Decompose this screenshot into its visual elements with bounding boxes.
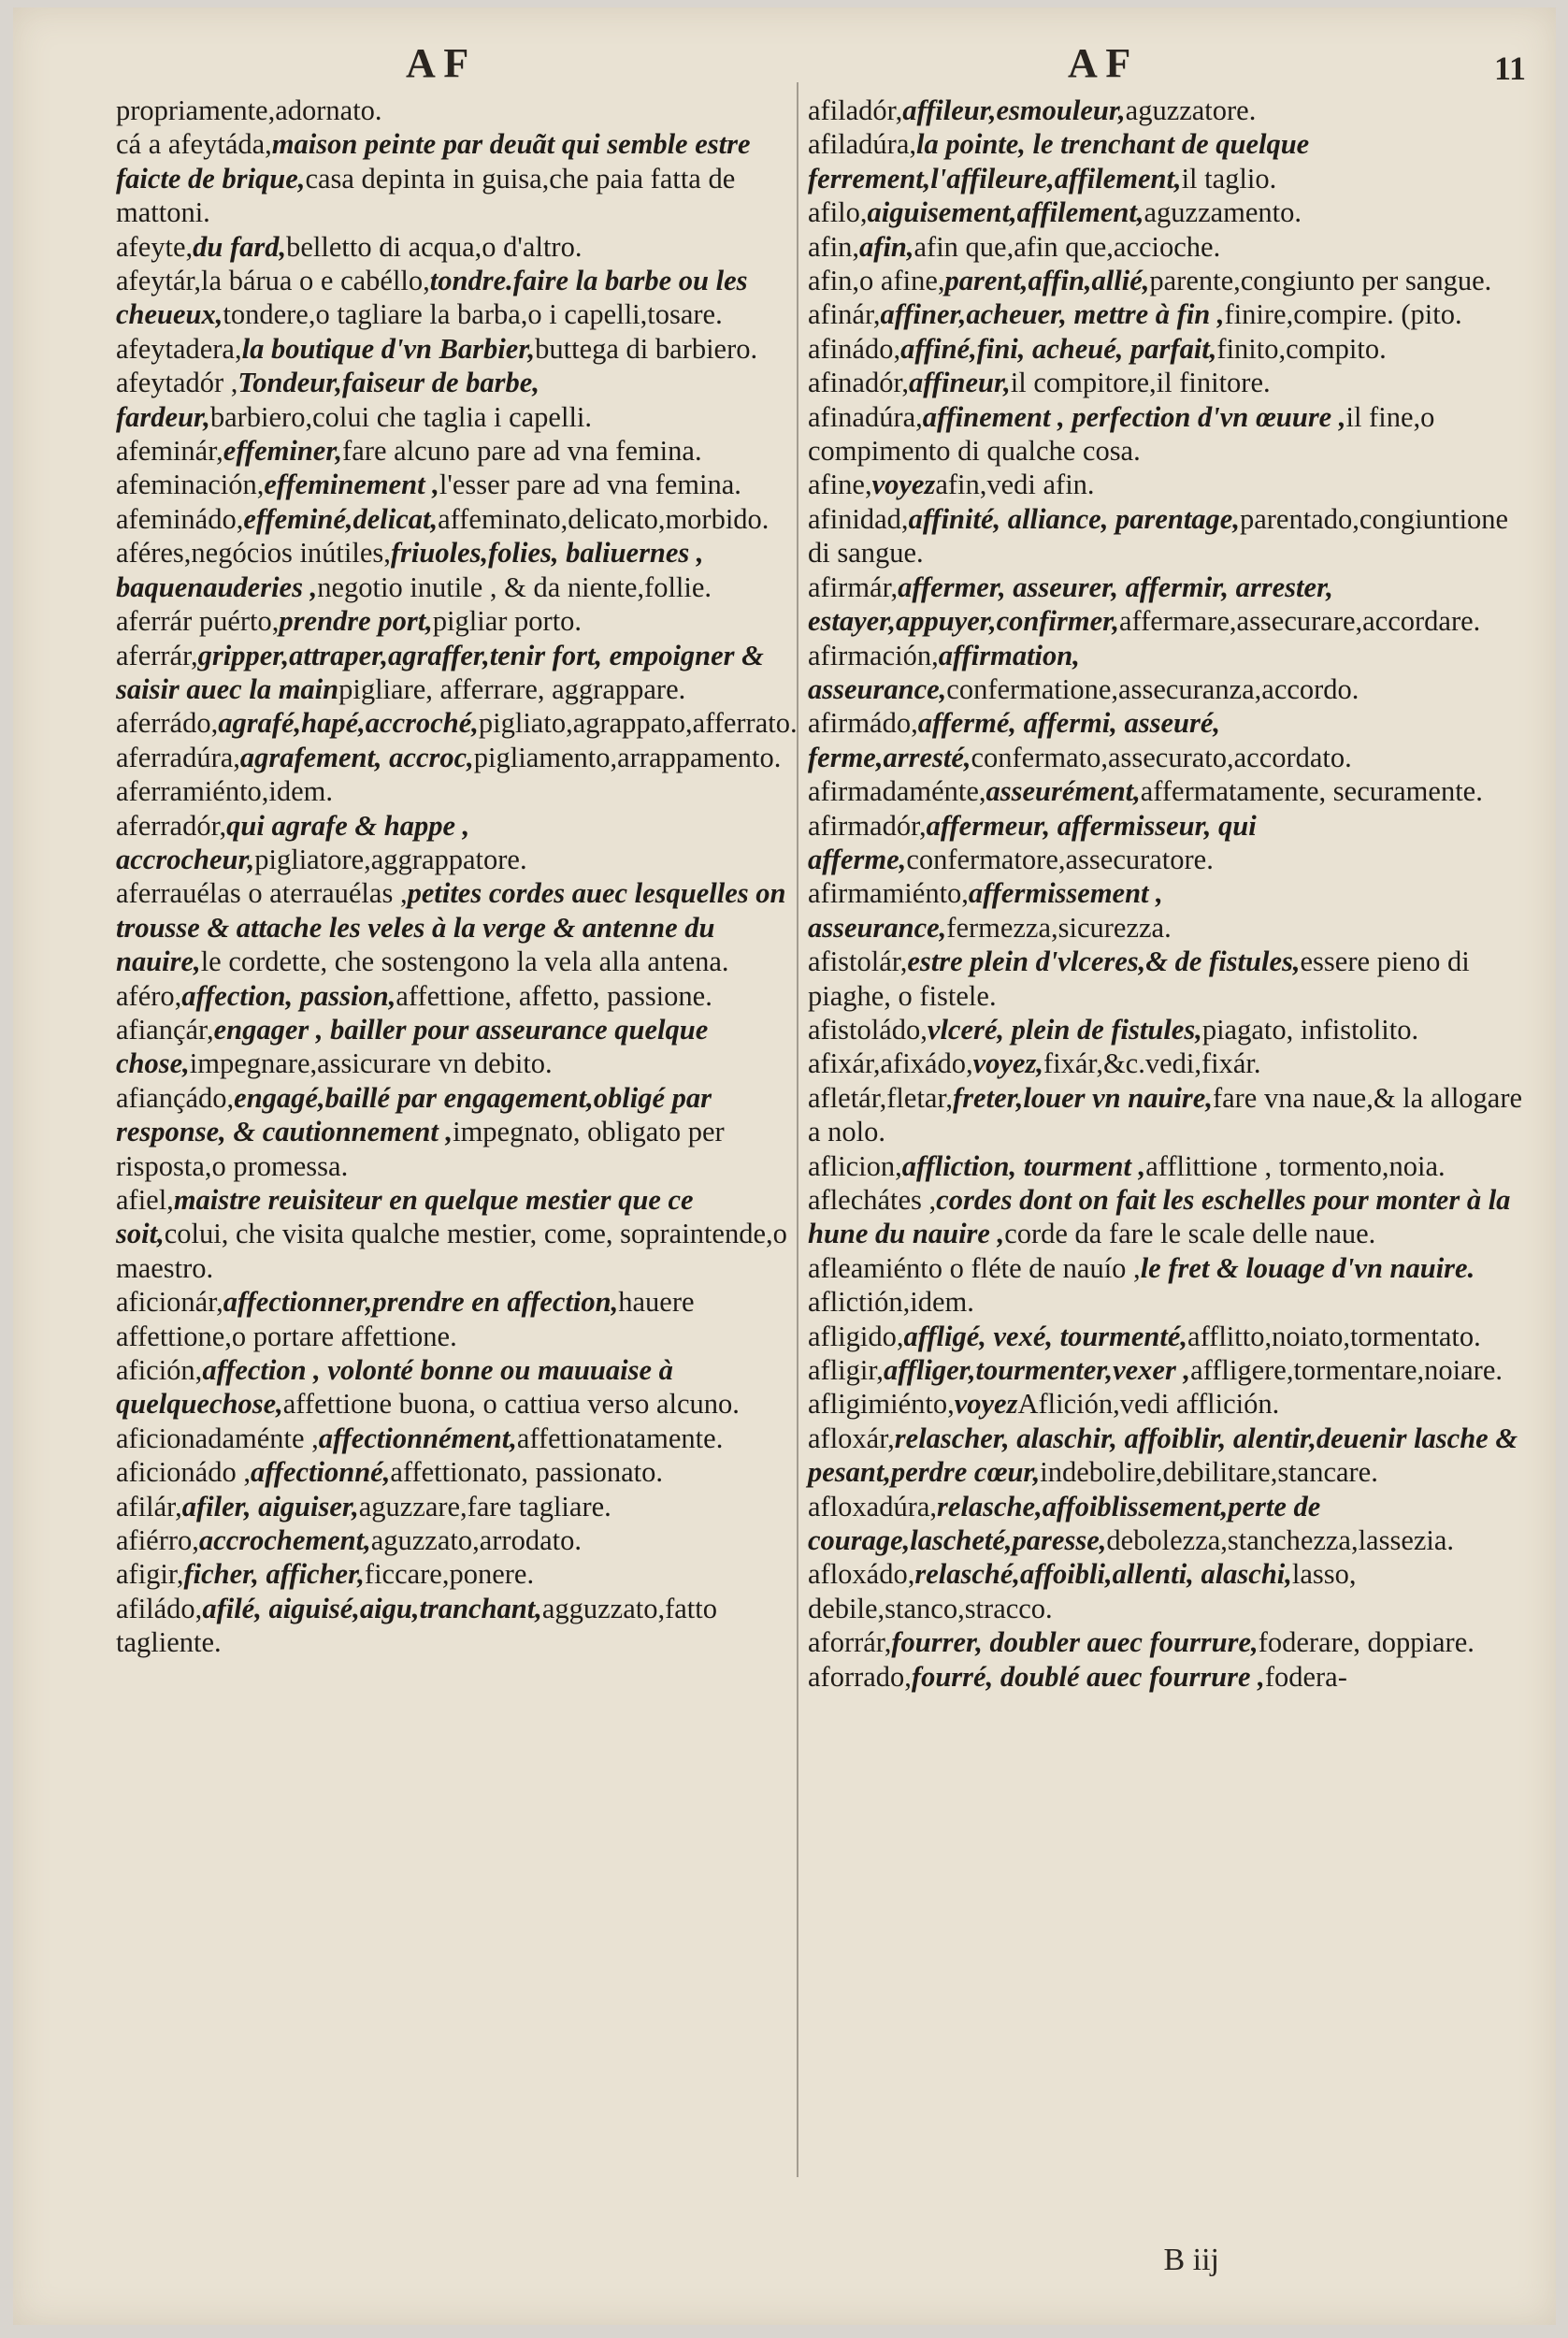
dictionary-entry (116, 536, 789, 604)
dictionary-entry (808, 502, 1526, 570)
headword: aferradór, (116, 809, 227, 842)
dictionary-entry (116, 741, 789, 774)
dictionary-entry (116, 774, 789, 808)
dictionary-entry (116, 1490, 789, 1523)
italian-gloss: parente,congiunto per sangue. (1149, 265, 1492, 297)
dictionary-entry (808, 297, 1526, 331)
headword: afistoládo, (808, 1013, 928, 1046)
italian-gloss: ficcare,ponere. (364, 1558, 535, 1591)
dictionary-entry (808, 1285, 1526, 1319)
headword: aforrár, (808, 1626, 892, 1659)
dictionary-entry (116, 1183, 789, 1285)
dictionary-entry (808, 127, 1526, 195)
italian-gloss: hauere affettione,o portare affettione. (116, 1286, 695, 1352)
dictionary-entry (808, 230, 1526, 264)
italian-gloss: finito,compito. (1216, 332, 1387, 365)
dictionary-entry (116, 1285, 789, 1353)
italian-gloss: lasso, debile,stanco,stracco. (808, 1558, 1357, 1624)
headword: afin, (808, 230, 860, 263)
headword: aferramiénto,idem. (116, 775, 334, 808)
french-gloss: affection, passion, (181, 979, 396, 1012)
headword: afinadór, (808, 367, 910, 399)
italian-gloss: il fine,o compimento di qualche cosa. (808, 400, 1435, 468)
right-column (808, 94, 1526, 1694)
dictionary-entry (808, 945, 1526, 1013)
italian-gloss: belletto di acqua,o d'altro. (286, 230, 583, 263)
dictionary-entry (116, 127, 789, 229)
headword: afiladúra, (808, 128, 916, 161)
italian-gloss: impegnare,assicurare vn debito. (189, 1047, 553, 1080)
italian-gloss: Aflición,vedi afflición. (1017, 1388, 1280, 1421)
dictionary-entry (808, 570, 1526, 639)
french-gloss: affiné,fini, acheué, parfait, (900, 332, 1217, 365)
headword: aficionár, (116, 1286, 223, 1319)
italian-gloss: fare vna naue,& la allogare a nolo. (808, 1081, 1523, 1148)
french-gloss: affermissement , asseurance, (808, 877, 1163, 944)
dictionary-entry (808, 876, 1526, 945)
dictionary-entry (116, 1455, 789, 1489)
dictionary-entry (808, 332, 1526, 366)
french-gloss: affinement , perfection d'vn œuure , (922, 400, 1346, 433)
italian-gloss: afflittione , tormento,noia. (1145, 1149, 1446, 1182)
headword: cá a afeytáda, (116, 128, 272, 161)
italian-gloss: affettionato, passionato. (390, 1456, 663, 1489)
dictionary-entry (808, 1353, 1526, 1387)
dictionary-entry (116, 94, 789, 127)
dictionary-entry (116, 1013, 789, 1081)
dictionary-entry (808, 1422, 1526, 1490)
dictionary-entry (808, 1081, 1526, 1149)
french-gloss: afin, (859, 230, 914, 263)
italian-gloss: affettionatamente. (516, 1422, 724, 1454)
headword: aféres,negócios inútiles, (116, 537, 391, 570)
french-gloss: agrafement, accroc, (239, 741, 474, 773)
headword: afloxádo, (808, 1558, 915, 1591)
italian-gloss: l'esser pare ad vna femina. (439, 469, 741, 501)
dictionary-entry (808, 706, 1526, 774)
french-gloss: affection , volonté bonne ou mauuaise à quelquechose, (116, 1354, 673, 1421)
dictionary-entry (808, 774, 1526, 808)
headword: afiançádo, (116, 1081, 235, 1114)
italian-gloss: casa depinta in guisa,che paia fatta de mattoni. (116, 162, 736, 229)
italian-gloss: pigliatore,aggrappatore. (254, 843, 527, 875)
headword: afeyte, (116, 230, 194, 263)
headword: aflechátes , (808, 1184, 937, 1216)
italian-gloss: pigliar porto. (432, 605, 583, 638)
french-gloss: affirmation, asseurance, (808, 639, 1080, 705)
headword: afirmamiénto, (808, 877, 969, 910)
page-scan (13, 7, 1556, 2325)
french-gloss: effeminement , (264, 469, 439, 501)
italian-gloss: il taglio. (1181, 162, 1277, 195)
french-gloss: le fret & louage d'vn nauire. (1140, 1251, 1475, 1284)
french-gloss: voyez (871, 469, 936, 501)
dictionary-entry (808, 400, 1526, 469)
dictionary-entry (116, 979, 789, 1013)
french-gloss: parent,affin,allié, (944, 265, 1150, 297)
french-gloss: qui agrafe & happe , accrocheur, (116, 809, 470, 875)
italian-gloss: affermare,assecurare,accordare. (1118, 605, 1481, 638)
dictionary-entry (116, 639, 789, 707)
italian-gloss: debolezza,stanchezza,lassezia. (1106, 1524, 1455, 1557)
headword: propriamente,adornato. (116, 94, 382, 126)
headword: afeminádo, (116, 502, 244, 535)
italian-gloss: afin que,afin que,accioche. (913, 230, 1221, 263)
headword: aficionadaménte , (116, 1422, 319, 1454)
french-gloss: affileur,esmouleur, (902, 94, 1126, 126)
french-gloss: maison peinte par deuãt qui semble estre faicte de brique, (116, 128, 751, 195)
italian-gloss: fermezza,sicurezza. (946, 911, 1172, 944)
italian-gloss: il compitore,il finitore. (1010, 367, 1271, 399)
italian-gloss: aguzzato,arrodato. (370, 1524, 582, 1557)
french-gloss: affermé, affermi, asseuré, ferme,arresté, (808, 707, 1221, 773)
french-gloss: afilé, aiguisé,aigu,tranchant, (202, 1592, 542, 1624)
headword: afeytár,la bárua o e cabéllo, (116, 265, 430, 297)
italian-gloss: affettione, affetto, passione. (396, 979, 712, 1012)
headword: afinádo, (808, 332, 901, 365)
italian-gloss: aguzzare,fare tagliare. (358, 1490, 611, 1523)
italian-gloss: le cordette, che sostengono la vela alla antena. (200, 945, 729, 978)
dictionary-entry (808, 809, 1526, 877)
headword: aflicion, (808, 1149, 902, 1182)
french-gloss: accrochement, (198, 1524, 371, 1557)
headword: afligimiénto, (808, 1388, 955, 1421)
dictionary-entry (808, 1387, 1526, 1421)
headword: afición, (116, 1354, 203, 1387)
italian-gloss: fodera- (1264, 1660, 1347, 1693)
page-number: 11 (1493, 50, 1526, 87)
french-gloss: vlceré, plein de fistules, (927, 1013, 1202, 1046)
headword: afletár,fletar, (808, 1081, 954, 1114)
dictionary-entry (808, 1149, 1526, 1183)
dictionary-entry (116, 876, 789, 978)
french-gloss: la pointe, le trenchant de quelque ferrement,l'affileure,affilement, (808, 128, 1310, 195)
french-gloss: affineur, (909, 367, 1011, 399)
headword: afiançár, (116, 1013, 214, 1046)
italian-gloss: aguzzamento. (1144, 196, 1302, 229)
running-head-right: A F (1068, 40, 1131, 86)
headword: afligir, (808, 1354, 884, 1387)
french-gloss: affermer, asseurer, affermir, arrester, estayer,appuyer,confirmer, (808, 570, 1333, 638)
italian-gloss: agguzzato,fatto tagliente. (116, 1592, 717, 1659)
italian-gloss: finire,compire. (pito. (1224, 298, 1462, 331)
french-gloss: relasche,affoiblissement,perte de courage,lascheté,paresse, (808, 1490, 1321, 1557)
italian-gloss: confermatione,assecuranza,accordo. (946, 672, 1359, 705)
french-gloss: cordes dont on fait les eschelles pour monter à la hune du nauire , (808, 1184, 1511, 1250)
headword: aferradúra, (116, 741, 240, 773)
headword: afeytadera, (116, 332, 242, 365)
french-gloss: tondre.faire la barbe ou les cheueux, (116, 265, 748, 331)
italian-gloss: buttega di barbiero. (535, 332, 758, 365)
french-gloss: affliger,tourmenter,vexer , (883, 1354, 1191, 1387)
italian-gloss: afflitto,noiato,tormentato. (1187, 1320, 1481, 1352)
italian-gloss: affettione buona, o cattiua verso alcuno. (282, 1388, 740, 1421)
french-gloss: relasché,affoibli,allenti, alaschi, (914, 1558, 1292, 1591)
french-gloss: affinité, alliance, parentage, (908, 502, 1240, 535)
italian-gloss: confermatore,assecuratore. (906, 843, 1214, 875)
french-gloss: affectionner,prendre en affection, (223, 1286, 619, 1319)
italian-gloss: affermatamente, securamente. (1140, 775, 1483, 808)
dictionary-entry (116, 706, 798, 740)
dictionary-entry (116, 468, 789, 501)
dictionary-entry (808, 1183, 1526, 1251)
dictionary-entry (116, 1592, 789, 1660)
headword: afiladór, (808, 94, 903, 126)
italian-gloss: fare alcuno pare ad vna femina. (342, 435, 702, 468)
headword: aféro, (116, 979, 182, 1012)
french-gloss: agrafé,hapé,accroché, (218, 707, 479, 740)
headword: afiel, (116, 1184, 174, 1216)
french-gloss: affectionnément, (318, 1422, 517, 1454)
dictionary-entry (808, 1490, 1526, 1558)
headword: aferrauélas o aterrauélas , (116, 877, 408, 910)
dictionary-entry (808, 468, 1526, 501)
headword: afilo, (808, 196, 868, 229)
dictionary-entry (116, 1557, 789, 1591)
french-gloss: estre plein d'vlceres,& de fistules, (907, 945, 1301, 978)
headword: afiérro, (116, 1524, 199, 1557)
italian-gloss: pigliato,agrappato,afferrato. (478, 707, 798, 740)
headword: aflictión,idem. (808, 1286, 974, 1319)
headword: afeytadór , (116, 367, 238, 399)
dictionary-entry (116, 1422, 789, 1455)
italian-gloss: confermato,assecurato,accordato. (971, 741, 1352, 773)
french-gloss: fourré, doublé auec fourrure , (911, 1660, 1265, 1693)
dictionary-entry (116, 1081, 789, 1183)
dictionary-entry (116, 1353, 789, 1422)
headword: afloxadúra, (808, 1490, 938, 1523)
italian-gloss: tondere,o tagliare la barba,o i capelli,tosare. (223, 298, 723, 331)
french-gloss: maistre reuisiteur en quelque mestier que ce soit, (116, 1184, 694, 1250)
headword: afinadúra, (808, 400, 923, 433)
french-gloss: relascher, alaschir, affoiblir, alentir,deuenir lasche & pesant,perdre cœur, (808, 1422, 1518, 1489)
dictionary-entry (116, 809, 789, 877)
headword: afligido, (808, 1320, 904, 1352)
italian-gloss: parentado,congiuntione di sangue. (808, 502, 1509, 570)
italian-gloss: affligere,tormentare,noiare. (1190, 1354, 1503, 1387)
french-gloss: effeminer, (223, 435, 343, 468)
french-gloss: friuoles,folies, baliuernes , baquenauderies , (116, 537, 704, 603)
french-gloss: du fard, (193, 230, 287, 263)
italian-gloss: affeminato,delicato,morbido. (438, 502, 770, 535)
french-gloss: freter,louer vn nauire, (953, 1081, 1213, 1114)
headword: afinár, (808, 298, 881, 331)
italian-gloss: aguzzatore. (1125, 94, 1257, 126)
headword: afine, (808, 469, 872, 501)
italian-gloss: indebolire,debilitare,stancare. (1040, 1456, 1378, 1489)
headword: afistolár, (808, 945, 908, 978)
french-gloss: la boutique d'vn Barbier, (241, 332, 536, 365)
french-gloss: voyez, (972, 1047, 1043, 1080)
french-gloss: petites cordes auec lesquelles on trousse & attache les veles à la verge & antenne du nauire, (116, 877, 786, 978)
dictionary-entry (808, 1013, 1526, 1046)
headword: afinidad, (808, 502, 909, 535)
dictionary-entry (808, 94, 1526, 127)
french-gloss: engager , bailler pour asseurance quelque chose, (116, 1013, 709, 1080)
french-gloss: voyez (954, 1388, 1018, 1421)
french-gloss: engagé,baillé par engagement,obligé par response, & cautionnement , (116, 1081, 712, 1148)
french-gloss: Tondeur,faiseur de barbe, fardeur, (116, 367, 539, 433)
french-gloss: gripper,attraper,agraffer,tenir fort, empoigner & saisir auec la main (116, 639, 764, 705)
dictionary-entry (116, 1523, 789, 1557)
dictionary-entry (808, 1046, 1526, 1080)
headword: afeminár, (116, 435, 223, 468)
french-gloss: aiguisement,affilement, (867, 196, 1144, 229)
french-gloss: affliction, tourment , (901, 1149, 1146, 1182)
dictionary-entry (808, 1660, 1526, 1694)
french-gloss: affectionné, (250, 1456, 391, 1489)
italian-gloss: barbiero,colui che taglia i capelli. (209, 400, 593, 433)
headword: afilár, (116, 1490, 182, 1523)
dictionary-entry (808, 639, 1526, 707)
french-gloss: prendre port, (279, 605, 433, 638)
signature-mark: B iij (1163, 2243, 1219, 2277)
dictionary-entry (116, 366, 789, 434)
dictionary-entry (116, 604, 789, 638)
headword: afigir, (116, 1558, 184, 1591)
dictionary-entry (116, 434, 789, 468)
italian-gloss: impegnato, obligato per risposta,o promessa. (116, 1116, 725, 1182)
italian-gloss: foderare, doppiare. (1258, 1626, 1474, 1659)
dictionary-entry (808, 366, 1526, 399)
italian-gloss: fixár,&c.vedi,fixár. (1043, 1047, 1261, 1080)
dictionary-entry (116, 230, 789, 264)
dictionary-entry (808, 1320, 1526, 1353)
dictionary-entry (808, 264, 1526, 297)
french-gloss: affermeur, affermisseur, qui afferme, (808, 809, 1257, 875)
dictionary-entry (116, 332, 789, 366)
headword: afirmár, (808, 570, 899, 603)
italian-gloss: pigliare, afferrare, aggrappare. (338, 672, 686, 705)
headword: afleamiénto o fléte de nauío , (808, 1251, 1141, 1284)
headword: afeminación, (116, 469, 265, 501)
dictionary-entry (116, 502, 789, 536)
italian-gloss: pigliamento,arrappamento. (473, 741, 782, 773)
italian-gloss: piagato, infistolito. (1201, 1013, 1419, 1046)
italian-gloss: corde da fare le scale delle naue. (1004, 1218, 1376, 1250)
headword: aforrado, (808, 1660, 912, 1693)
headword: aferrár, (116, 639, 198, 671)
running-head-left: A F (406, 40, 469, 86)
dictionary-entry (808, 1625, 1526, 1659)
headword: aficionádo , (116, 1456, 251, 1489)
headword: afirmádo, (808, 707, 918, 740)
italian-gloss: essere pieno di piaghe, o fistele. (808, 945, 1470, 1012)
left-column (116, 94, 798, 1660)
italian-gloss: negotio inutile , & da niente,follie. (317, 570, 712, 603)
dictionary-entry (808, 1251, 1526, 1285)
dictionary-entry (808, 1557, 1526, 1625)
dictionary-entry (808, 195, 1526, 229)
french-gloss: affiner,acheuer, mettre à fin , (880, 298, 1225, 331)
french-gloss: affligé, vexé, tourmenté, (903, 1320, 1188, 1352)
column-divider (797, 82, 798, 2177)
headword: afloxár, (808, 1422, 895, 1454)
headword: aferrár puérto, (116, 605, 280, 638)
french-gloss: fourrer, doubler auec fourrure, (891, 1626, 1259, 1659)
headword: aferrádo, (116, 707, 219, 740)
headword: afiládo, (116, 1592, 203, 1624)
headword: afirmadór, (808, 809, 927, 842)
italian-gloss: colui, che visita qualche mestier, come, sopraintende,o maestro. (116, 1218, 787, 1284)
french-gloss: effeminé,delicat, (243, 502, 439, 535)
headword: afirmación, (808, 639, 939, 671)
french-gloss: ficher, afficher, (183, 1558, 365, 1591)
dictionary-entry (116, 264, 789, 332)
italian-gloss: afin,vedi afin. (935, 469, 1095, 501)
headword: afin,o afine, (808, 265, 945, 297)
headword: afixár,afixádo, (808, 1047, 973, 1080)
headword: afirmadaménte, (808, 775, 986, 808)
french-gloss: afiler, aiguiser, (181, 1490, 359, 1523)
french-gloss: asseurément, (985, 775, 1141, 808)
